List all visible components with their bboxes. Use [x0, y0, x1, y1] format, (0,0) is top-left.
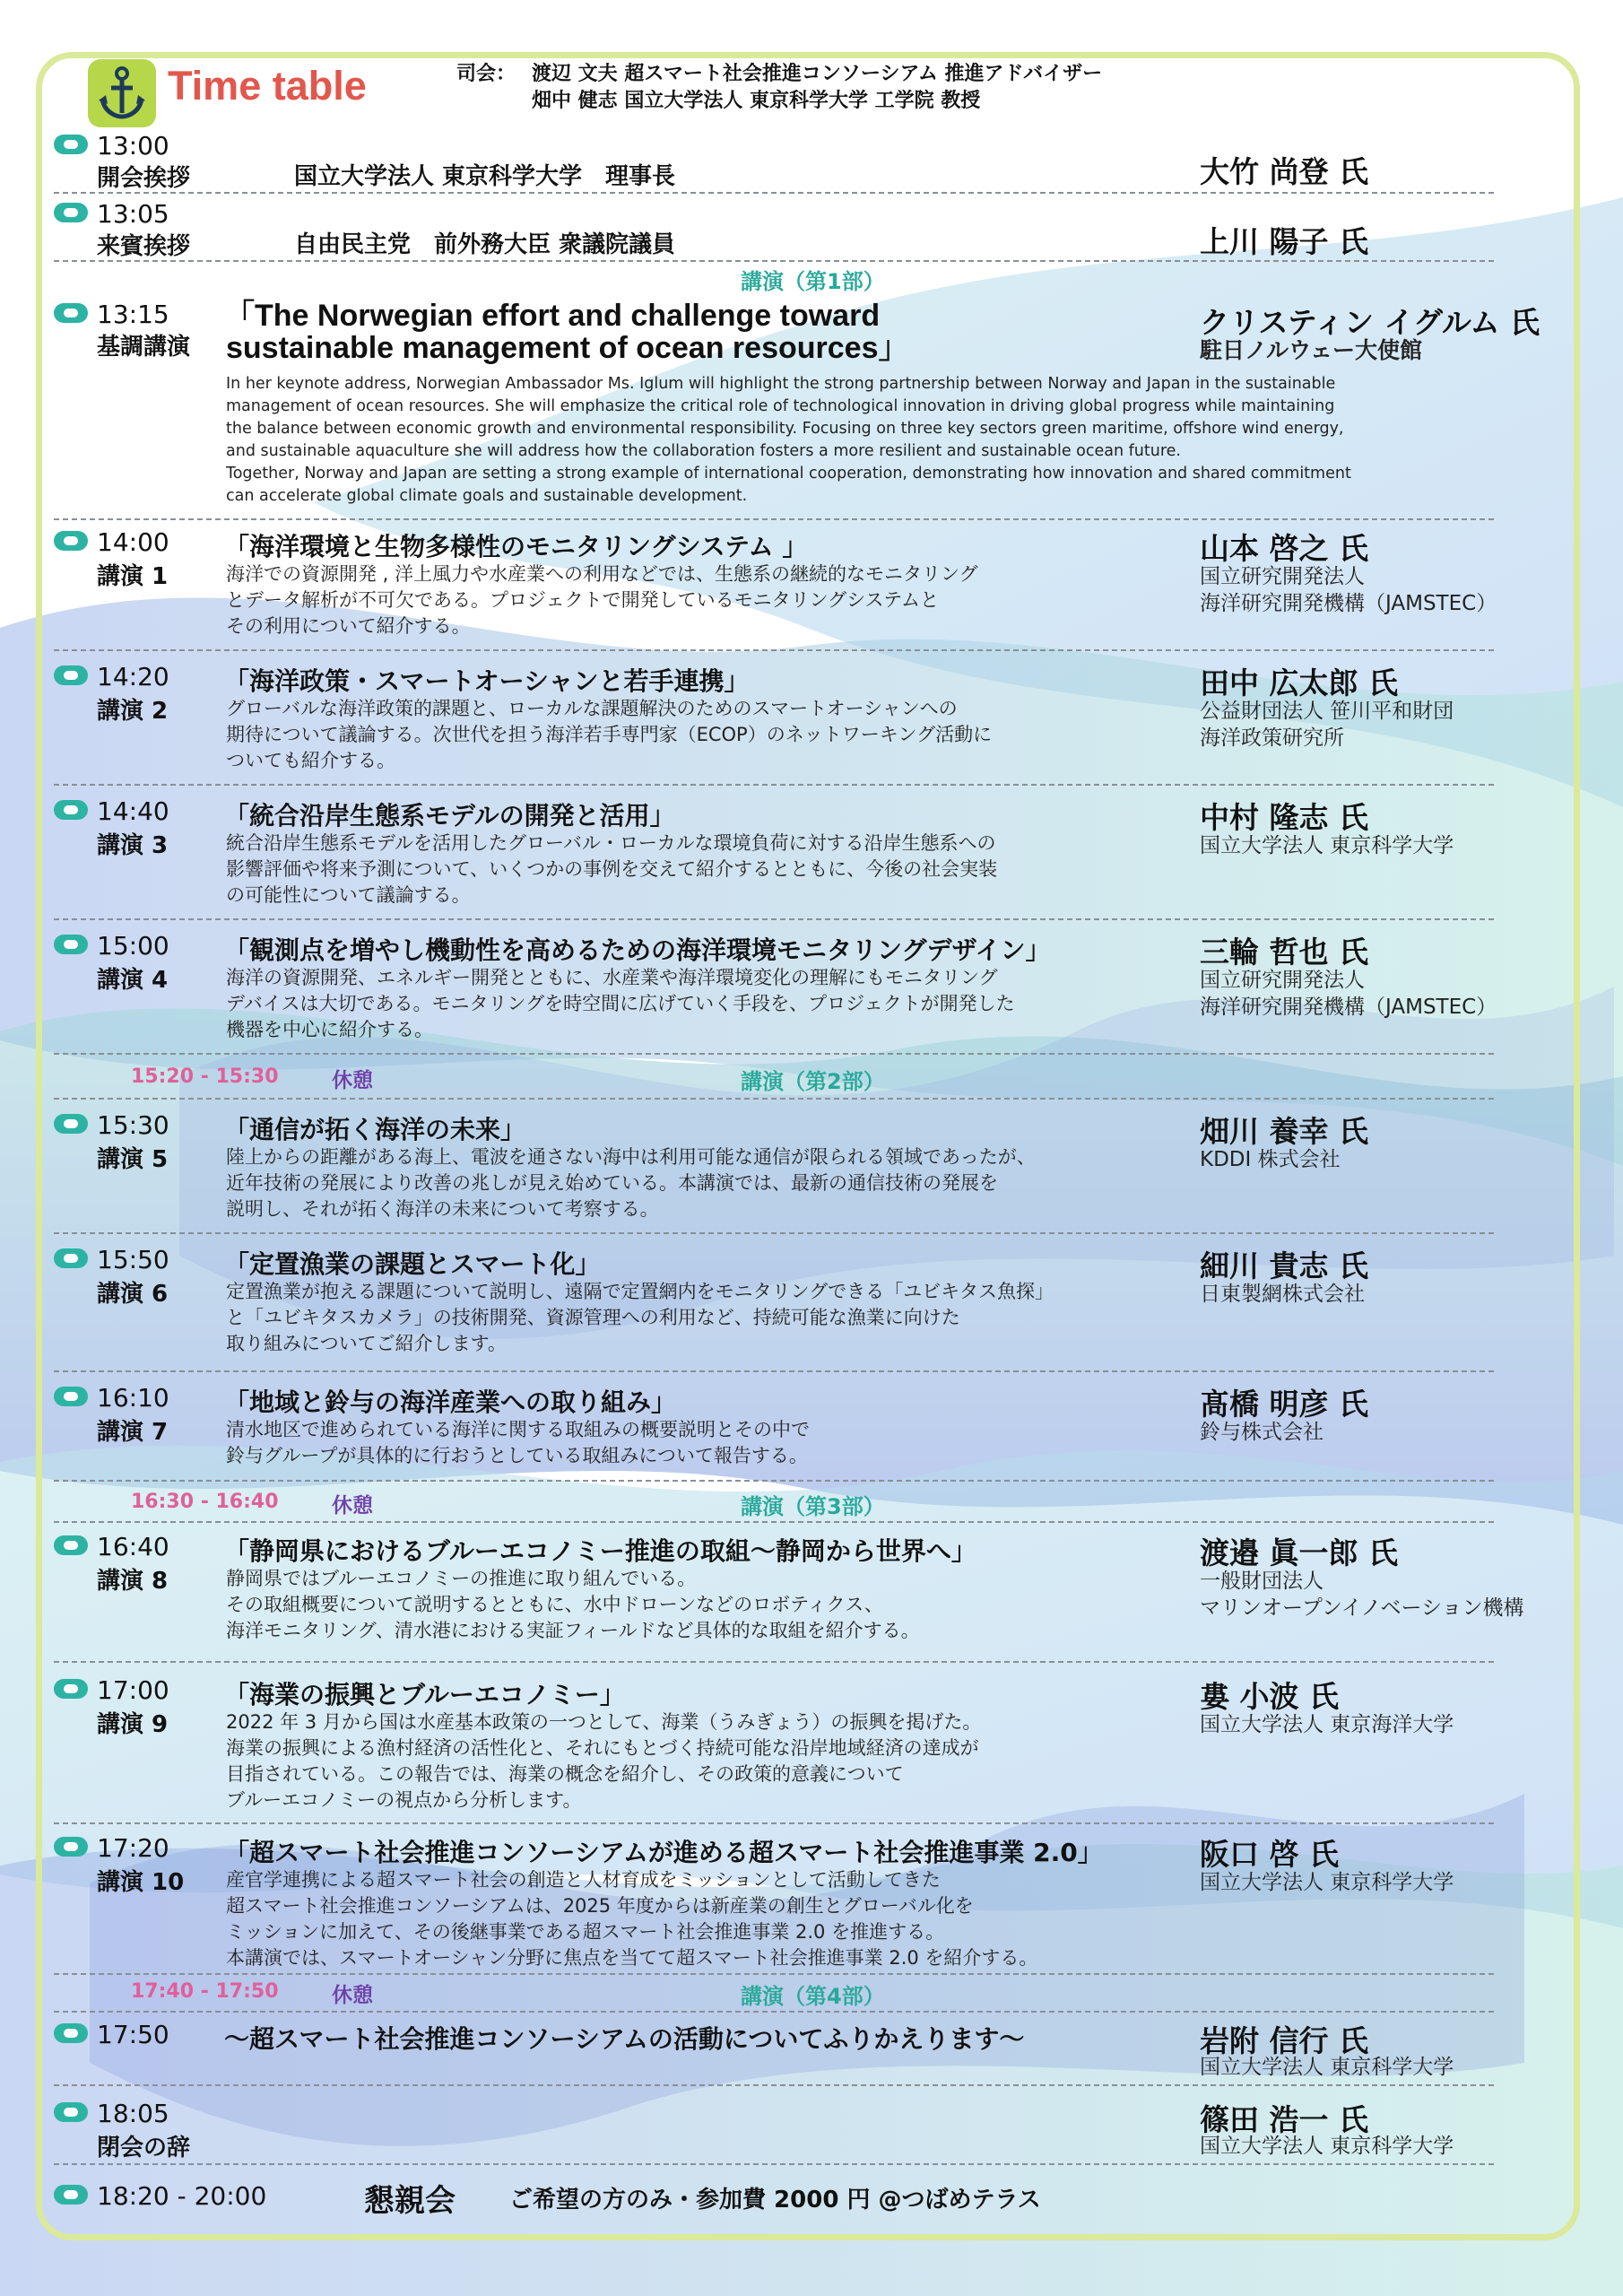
divider — [54, 1098, 1494, 1100]
description-line: In her keynote address, Norwegian Ambassador Ms. Iglum will highlight the strong partnership between Norway and Japan in the sustainable — [226, 375, 1336, 393]
affiliation: 国立大学法人 東京科学大学 — [1200, 1871, 1454, 1894]
description-line: の可能性について議論する。 — [226, 884, 471, 906]
time-marker-icon — [54, 1535, 88, 1555]
time-marker-icon — [54, 1837, 88, 1857]
description-line: 説明し、それが拓く海洋の未来について考察する。 — [226, 1198, 659, 1220]
description-line: 本講演では、スマートオーシャン分野に焦点を当てて超スマート社会推進事業 2.0 を紹介する。 — [226, 1947, 1038, 1969]
description-line: 超スマート社会推進コンソーシアムは、2025 年度からは新産業の創生とグローバル化を — [226, 1895, 974, 1917]
speaker-name: 阪口 啓 氏 — [1200, 1837, 1339, 1872]
description-line: ついても紹介する。 — [226, 750, 395, 771]
row-label: 講演 3 — [97, 832, 169, 859]
time: 15:00 — [97, 931, 169, 961]
divider — [54, 1973, 1494, 1975]
page-title: Time table — [168, 63, 367, 109]
time-marker-icon — [54, 531, 88, 551]
description-line: 取り組みについてご紹介します。 — [226, 1333, 507, 1354]
divider — [54, 2011, 1494, 2013]
time: 18:05 — [97, 2099, 169, 2128]
divider — [54, 1521, 1494, 1523]
affiliation: 国立研究開発法人 — [1200, 969, 1365, 992]
description-line: その利用について紹介する。 — [226, 615, 471, 637]
description-line: can accelerate global climate goals and sustainable development. — [226, 487, 748, 505]
description-line: グローバルな海洋政策的課題と、ローカルな課題解決のためのスマートオーシャンへの — [226, 698, 958, 719]
description-line: 海洋の資源開発、エネルギー開発とともに、水産業や海洋環境変化の理解にもモニタリング — [226, 967, 998, 988]
talk-title: 「超スマート社会推進コンソーシアムが進める超スマート社会推進事業 2.0」 — [224, 1838, 1103, 1867]
description-line: ブルーエコノミーの視点から分析します。 — [226, 1789, 582, 1811]
divider — [54, 192, 1494, 194]
description-line: その取組概要について説明するとともに、水中ドローンなどのロボティクス、 — [226, 1594, 883, 1615]
time-marker-icon — [54, 1114, 88, 1134]
speaker-name: 岩附 信行 氏 — [1200, 2023, 1368, 2058]
time: 18:20 - 20:00 — [97, 2181, 267, 2211]
talk-title: 「静岡県におけるブルーエコノミー推進の取組～静岡から世界へ」 — [224, 1536, 976, 1566]
description-line: 定置漁業が抱える課題について説明し、遠隔で定置網内をモニタリングできる「ユビキタス魚探」 — [226, 1281, 1054, 1302]
speaker-name: 中村 隆志 氏 — [1200, 800, 1368, 835]
description-line: 静岡県ではブルーエコノミーの推進に取り組んでいる。 — [226, 1568, 697, 1589]
time: 13:15 — [97, 300, 169, 329]
affiliation: 国立研究開発法人 — [1200, 565, 1365, 588]
talk-title: 「定置漁業の課題とスマート化」 — [224, 1249, 601, 1279]
talk-title: 「通信が拓く海洋の未来」 — [224, 1115, 526, 1144]
row-label: 開会挨拶 — [97, 165, 191, 192]
affiliation: 国立大学法人 東京科学大学 — [1200, 2135, 1454, 2158]
description-line: とデータ解析が不可欠である。プロジェクトで開発しているモニタリングシステムと — [226, 589, 940, 611]
break-time: 15:20 - 15:30 — [131, 1065, 279, 1088]
description-line: 近年技術の発展により改善の兆しが見え始めている。本講演では、最新の通信技術の発展を — [226, 1172, 998, 1194]
affiliation: 日東製網株式会社 — [1200, 1283, 1365, 1306]
affiliation: KDDI 株式会社 — [1200, 1148, 1341, 1171]
talk-title: 「海業の振興とブルーエコノミー」 — [224, 1680, 625, 1709]
affiliation: マリンオープンイノベーション機構 — [1200, 1596, 1524, 1620]
keynote-title-line-1: 「The Norwegian effort and challenge toward — [224, 299, 881, 333]
divider — [54, 918, 1494, 920]
row-label: 基調講演 — [97, 334, 191, 361]
time: 16:10 — [97, 1383, 169, 1413]
time: 17:20 — [97, 1833, 169, 1863]
description-line: 鈴与グループが具体的に行おうとしている取組みについて報告する。 — [226, 1445, 808, 1466]
affiliation: 国立大学法人 東京科学大学 — [1200, 2056, 1454, 2079]
description-line: 機器を中心に紹介する。 — [226, 1019, 433, 1040]
time: 17:50 — [97, 2020, 169, 2049]
session-heading-3: 講演（第3部） — [741, 1494, 885, 1519]
organization: 国立大学法人 東京科学大学 理事長 — [294, 163, 676, 190]
time: 13:05 — [97, 199, 169, 229]
speaker-name: 髙橋 明彦 氏 — [1200, 1387, 1368, 1422]
time: 14:00 — [97, 527, 169, 557]
time: 17:00 — [97, 1675, 169, 1705]
row-label: 講演 1 — [97, 563, 169, 590]
divider — [54, 518, 1494, 520]
time-marker-icon — [54, 1387, 88, 1406]
speaker-name: 山本 啓之 氏 — [1200, 531, 1368, 566]
anchor-icon — [88, 59, 156, 127]
description-line: 清水地区で進められている海洋に関する取組みの概要説明とその中で — [226, 1419, 810, 1440]
row-label: 閉会の辞 — [97, 2135, 191, 2161]
talk-title: ～超スマート社会推進コンソーシアムの活動についてふりかえります～ — [224, 2024, 1025, 2054]
time-marker-icon — [54, 1679, 88, 1699]
divider — [54, 1370, 1494, 1372]
time-marker-icon — [54, 665, 88, 685]
time: 15:30 — [97, 1110, 169, 1140]
description-line: 統合沿岸生態系モデルを活用したグローバル・ローカルな環境負荷に対する沿岸生態系への — [226, 832, 996, 854]
break-label: 休憩 — [332, 1984, 373, 2007]
description-line: the balance between economic growth and environmental responsibility. Focusing on three key sectors green maritime, offshore wind energy, — [226, 420, 1344, 438]
time-marker-icon — [54, 2185, 88, 2205]
session-heading-2: 講演（第2部） — [741, 1069, 885, 1094]
divider — [54, 1822, 1494, 1824]
session-heading-1: 講演（第1部） — [741, 269, 885, 294]
row-label: 来賓挨拶 — [97, 233, 191, 260]
time: 13:00 — [97, 131, 169, 161]
speaker-name: クリスティン イグルム 氏 — [1200, 305, 1541, 340]
time-marker-icon — [54, 135, 88, 154]
row-label: 講演 8 — [97, 1568, 169, 1595]
time-marker-icon — [54, 203, 88, 222]
description-line: デバイスは大切である。モニタリングを時空間に広げていく手段を、プロジェクトが開発した — [226, 993, 1015, 1014]
description-line: 産官学連携による超スマート社会の創造と人材育成をミッションとして活動してきた — [226, 1869, 941, 1891]
mc-line-1: 渡辺 文夫 超スマート社会推進コンソーシアム 推進アドバイザー — [532, 63, 1103, 85]
time-marker-icon — [54, 800, 88, 820]
speaker-name: 篠田 浩一 氏 — [1200, 2102, 1368, 2137]
time-marker-icon — [54, 2023, 88, 2043]
break-label: 休憩 — [332, 1494, 373, 1518]
time-marker-icon — [54, 935, 88, 954]
break-time: 16:30 - 16:40 — [131, 1491, 279, 1513]
divider — [54, 260, 1494, 262]
time-marker-icon — [54, 2102, 88, 2122]
speaker-name: 畑川 養幸 氏 — [1200, 1114, 1368, 1149]
divider — [54, 784, 1494, 786]
affiliation: 一般財団法人 — [1200, 1570, 1324, 1593]
speaker-name: 大竹 尚登 氏 — [1200, 154, 1368, 189]
time: 16:40 — [97, 1532, 169, 1561]
divider — [54, 1053, 1494, 1055]
talk-title: 「観測点を増やし機動性を高めるための海洋環境モニタリングデザイン」 — [224, 935, 1051, 965]
time: 14:40 — [97, 796, 169, 826]
row-label: 講演 2 — [97, 698, 169, 725]
affiliation: 国立大学法人 東京科学大学 — [1200, 834, 1454, 857]
talk-title: 「統合沿岸生態系モデルの開発と活用」 — [224, 801, 675, 831]
talk-title: 「地域と鈴与の海洋産業への取り組み」 — [224, 1387, 677, 1417]
break-label: 休憩 — [332, 1069, 373, 1092]
description-line: Together, Norway and Japan are setting a strong example of international cooperation, demonstrating how innovation and shared commitment — [226, 465, 1351, 483]
mc-label: 司会： — [456, 63, 516, 85]
row-label: 講演 5 — [97, 1146, 169, 1173]
description-line: management of ocean resources. She will emphasize the critical role of technological innovation in driving global progress while maintaining — [226, 397, 1335, 415]
time: 14:20 — [97, 662, 169, 691]
description-line: 影響評価や将来予測について、いくつかの事例を交えて紹介するとともに、今後の社会実装 — [226, 858, 998, 880]
divider — [54, 2163, 1494, 2165]
affiliation: 鈴与株式会社 — [1200, 1421, 1324, 1444]
break-time: 17:40 - 17:50 — [131, 1980, 279, 2003]
description-line: ミッションに加えて、その後継事業である超スマート社会推進事業 2.0 を推進する。 — [226, 1921, 945, 1943]
speaker-name: 細川 貴志 氏 — [1200, 1248, 1368, 1283]
description-line: and sustainable aquaculture she will address how the collaboration fosters a more resilient and sustainable ocean future. — [226, 442, 1181, 460]
party-note: ご希望の方のみ・参加費 2000 円 @つばめテラス — [509, 2187, 1041, 2213]
speaker-name: 婁 小波 氏 — [1200, 1679, 1339, 1714]
session-heading-4: 講演（第4部） — [741, 1984, 885, 2009]
description-line: と「ユビキタスカメラ」の技術開発、資源管理への利用など、持続可能な漁業に向けた — [226, 1307, 960, 1328]
organization: 自由民主党 前外務大臣 衆議院議員 — [294, 231, 676, 258]
speaker-name: 三輪 哲也 氏 — [1200, 935, 1368, 970]
divider — [54, 1661, 1494, 1663]
speaker-name: 田中 広太郎 氏 — [1200, 665, 1398, 700]
row-label: 講演 9 — [97, 1711, 169, 1738]
time-marker-icon — [54, 1248, 88, 1268]
affiliation: 駐日ノルウェー大使館 — [1200, 337, 1423, 363]
affiliation: 国立大学法人 東京海洋大学 — [1200, 1713, 1454, 1736]
description-line: 陸上からの距離がある海上、電波を通さない海中は利用可能な通信が限られる領域であったが、 — [226, 1146, 1036, 1168]
time: 15:50 — [97, 1245, 169, 1274]
divider — [54, 1480, 1494, 1482]
row-label: 講演 4 — [97, 967, 169, 994]
divider — [54, 649, 1494, 651]
talk-title: 「海洋政策・スマートオーシャンと若手連携」 — [224, 666, 750, 696]
row-label: 講演 6 — [97, 1281, 169, 1308]
description-line: 海業の振興による漁村経済の活性化と、それにもとづく持続可能な沿岸地域経済の達成が — [226, 1737, 979, 1759]
affiliation: 公益財団法人 笹川平和財団 — [1200, 700, 1454, 723]
row-label: 講演 10 — [97, 1869, 185, 1896]
divider — [54, 2084, 1494, 2086]
logo-badge — [88, 59, 156, 127]
row-label: 講演 7 — [97, 1419, 169, 1446]
mc-line-2: 畑中 健志 国立大学法人 東京科学大学 工学院 教授 — [532, 90, 981, 112]
keynote-title-line-2: sustainable management of ocean resources」 — [226, 331, 909, 365]
speaker-name: 上川 陽子 氏 — [1200, 224, 1368, 259]
speaker-name: 渡邉 眞一郎 氏 — [1200, 1535, 1398, 1570]
affiliation: 海洋研究開発機構（JAMSTEC） — [1200, 592, 1497, 615]
description-line: 目指されている。この報告では、海業の概念を紹介し、その政策的意義について — [226, 1763, 904, 1785]
talk-title: 「海洋環境と生物多様性のモニタリングシステム 」 — [224, 532, 808, 561]
description-line: 海洋モニタリング、清水港における実証フィールドなど具体的な取組を紹介する。 — [226, 1620, 920, 1641]
affiliation: 海洋政策研究所 — [1200, 726, 1344, 750]
divider — [54, 1232, 1494, 1234]
affiliation: 海洋研究開発機構（JAMSTEC） — [1200, 996, 1497, 1019]
party-title: 懇親会 — [364, 2183, 456, 2219]
time-marker-icon — [54, 303, 88, 323]
description-line: 期待について議論する。次世代を担う海洋若手専門家（ECOP）のネットワーキング活動に — [226, 724, 993, 745]
description-line: 海洋での資源開発 , 洋上風力や水産業への利用などでは、生態系の継続的なモニタリング — [226, 563, 978, 585]
description-line: 2022 年 3 月から国は水産基本政策の一つとして、海業（うみぎょう）の振興を掲げた。 — [226, 1711, 982, 1733]
